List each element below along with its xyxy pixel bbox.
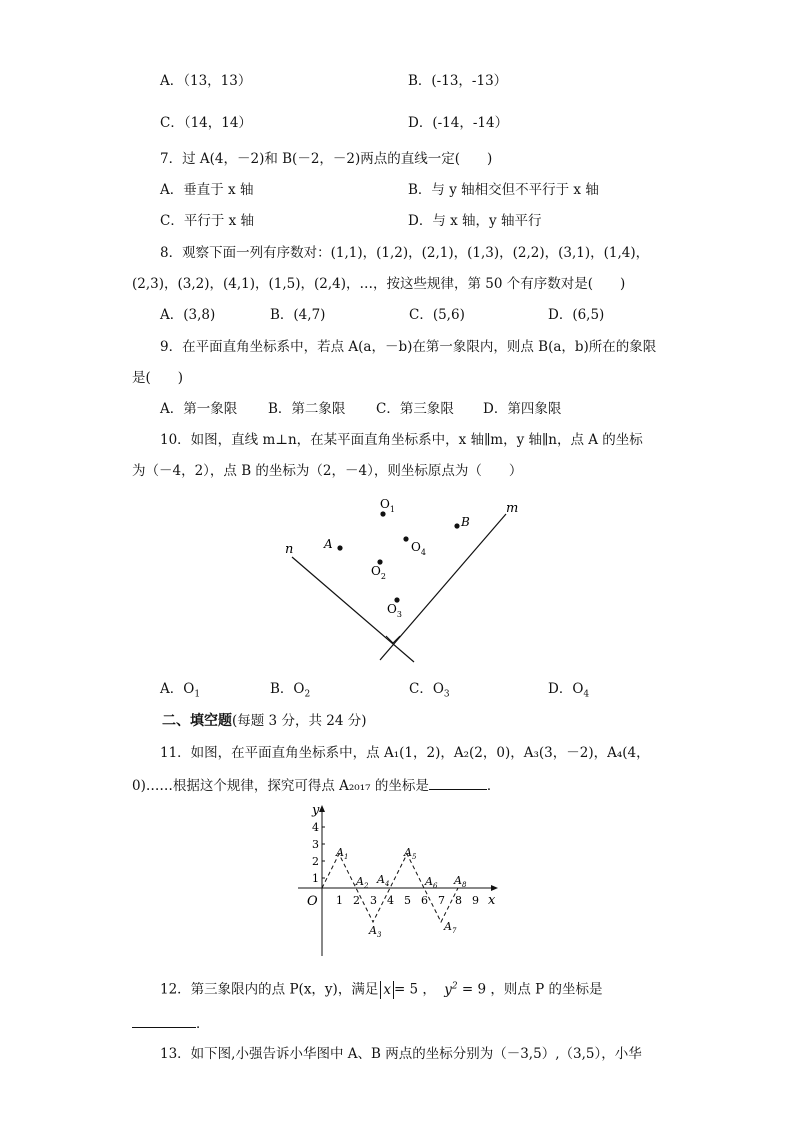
q9-option-a: A．第一象限 — [160, 401, 238, 417]
label-n: n — [285, 542, 294, 557]
x-tick-5: 5 — [404, 894, 411, 907]
q10-figure — [270, 490, 530, 670]
q6-option-d: D．(-14，-14） — [408, 115, 509, 131]
q13-stem: 13．如下图,小强告诉小华图中 A、B 两点的坐标分别为（－3,5）,（3,5），小华 — [160, 1046, 642, 1062]
y-tick-2: 2 — [312, 855, 319, 868]
label-B: B — [461, 515, 470, 529]
point-O4 — [403, 536, 408, 541]
abs-x: x — [380, 981, 394, 999]
q8-stem-line1: 8．观察下面一列有序数对：(1,1)，(1,2)，(2,1)，(1,3)，(2,2)，(3,1)，(1,4)， — [160, 245, 650, 261]
q8-option-b: B．(4,7) — [270, 307, 326, 323]
q8-option-a: A．(3,8) — [160, 307, 216, 323]
label-A1: $A_1$ — [336, 846, 349, 861]
q10-option-c: C．$O_3$ — [409, 681, 450, 700]
label-A8: $A_8$ — [454, 874, 467, 889]
point-B — [454, 523, 459, 528]
q8-option-c: C．(5,6) — [409, 307, 465, 323]
x-tick-2: 2 — [353, 894, 360, 907]
q11-stem-line1: 11．如图，在平面直角坐标系中，点 A₁(1，2)，A₂(2，0)，A₃(3，－2)，A₄(4， — [160, 745, 650, 761]
q11-stem-line2: 0)……根据这个规律，探究可得点 A₂₀₁₇ 的坐标是 ． — [132, 775, 500, 795]
y-tick-1: 1 — [312, 872, 319, 885]
y-squared: $y^2$ — [444, 981, 458, 998]
label-O3: $O_3$ — [387, 602, 402, 619]
origin-label: O — [307, 894, 318, 909]
label-O4: $O_4$ — [411, 540, 426, 557]
q8-stem-line2: (2,3)，(3,2)，(4,1)，(1,5)，(2,4)，…，按这些规律，第 50 个有序数对是( ) — [132, 276, 626, 292]
q6-option-c: C．（14，14） — [160, 115, 252, 131]
q12-stem: 12．第三象限内的点 P(x，y)，满足 x = 5 ， $y^2 = 9$ ，则点 P 的坐标是 — [160, 981, 603, 998]
x-axis-arrow — [491, 885, 498, 891]
label-A: A — [324, 537, 333, 551]
y-tick-4: 4 — [312, 821, 319, 834]
q12-answer-line: ． — [132, 1013, 210, 1033]
x-tick-9: 9 — [472, 894, 479, 907]
x-tick-7: 7 — [438, 894, 445, 907]
label-m: m — [506, 501, 519, 516]
x-ticks — [336, 894, 479, 907]
label-A7: $A_7$ — [444, 920, 457, 935]
answer-blank[interactable] — [429, 775, 487, 790]
label-A2: $A_2$ — [356, 875, 369, 890]
x-tick-1: 1 — [336, 894, 343, 907]
q6-option-a: A．（13，13） — [160, 73, 252, 89]
q7-option-a: A．垂直于 x 轴 — [160, 182, 254, 198]
q7-stem: 7．过 A(4，－2)和 B(－2，－2)两点的直线一定( ) — [160, 151, 493, 167]
q9-option-c: C．第三象限 — [376, 401, 454, 417]
x-tick-3: 3 — [370, 894, 377, 907]
q11-graph — [294, 800, 504, 960]
q7-option-d: D．与 x 轴，y 轴平行 — [408, 213, 542, 229]
point-O1 — [380, 511, 385, 516]
q10-option-b: B．$O_2$ — [270, 681, 311, 700]
q6-option-b: B．(-13，-13） — [408, 73, 508, 89]
q10-stem-line1: 10．如图，直线 m⊥n，在某平面直角坐标系中，x 轴∥m，y 轴∥n，点 A 的坐标 — [160, 432, 643, 448]
label-A3: $A_3$ — [369, 924, 382, 939]
q10-option-a: A．$O_1$ — [160, 681, 201, 700]
label-A6: $A_6$ — [425, 875, 438, 890]
y-ticks — [312, 821, 325, 885]
q9-option-b: B．第二象限 — [268, 401, 346, 417]
label-A4: $A_4$ — [377, 873, 390, 888]
x-tick-6: 6 — [421, 894, 428, 907]
label-A5: $A_5$ — [404, 846, 417, 861]
x-tick-8: 8 — [455, 894, 462, 907]
q10-option-d: D．$O_4$ — [548, 681, 590, 700]
label-O2: $O_2$ — [371, 564, 386, 581]
q9-stem-line2: 是( ) — [132, 370, 184, 386]
line-m — [380, 514, 506, 660]
q12-answer-blank[interactable] — [132, 1013, 196, 1028]
q7-option-b: B．与 y 轴相交但不平行于 x 轴 — [408, 182, 599, 198]
point-A — [337, 545, 342, 550]
y-tick-3: 3 — [312, 838, 319, 851]
y-axis-arrow — [319, 805, 325, 812]
q9-option-d: D．第四象限 — [483, 401, 562, 417]
section-title: 二、填空题(每题 3 分，共 24 分) — [162, 713, 367, 729]
q8-option-d: D．(6,5) — [548, 307, 605, 323]
q10-stem-line2: 为（－4，2），点 B 的坐标为（2，－4），则坐标原点为（ ） — [132, 463, 523, 479]
q7-option-c: C．平行于 x 轴 — [160, 213, 255, 229]
x-axis-label: x — [488, 893, 496, 908]
label-O1: $O_1$ — [380, 497, 395, 514]
q9-stem-line1: 9．在平面直角坐标系中，若点 A(a，－b)在第一象限内，则点 B(a，b)所在的象限 — [160, 339, 657, 355]
y-axis-label: y — [312, 803, 320, 818]
x-tick-4: 4 — [387, 894, 394, 907]
